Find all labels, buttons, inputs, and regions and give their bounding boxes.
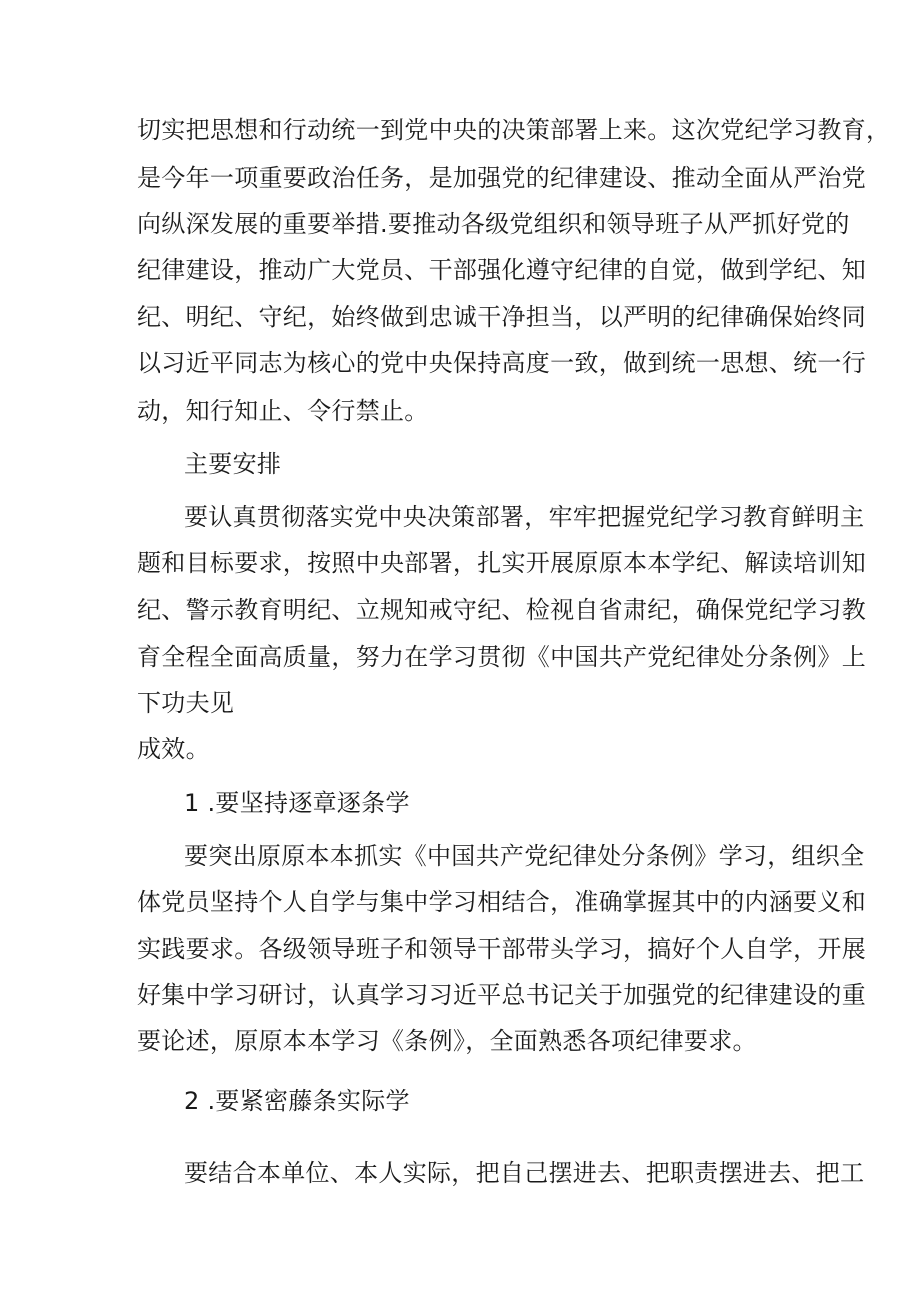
paragraph-4-line-1: 要结合本单位、本人实际，把自己摆进去、把职责摆进去、把工 bbox=[184, 1159, 865, 1187]
paragraph-2-line-4: 育全程全面高质量，努力在学习贯彻《中国共产党纪律处分条例》上 bbox=[137, 643, 866, 671]
paragraph-2-line-2: 题和目标要求，按照中央部署，扎实开展原原本本学纪、解读培训知 bbox=[137, 549, 866, 577]
paragraph-3-line-2: 体党员坚持个人自学与集中学习相结合，准确掌握其中的内涵要义和 bbox=[137, 888, 866, 916]
paragraph-3-line-4: 好集中学习研讨，认真学习习近平总书记关于加强党的纪律建设的重 bbox=[137, 981, 866, 1009]
paragraph-3-line-5: 要论述，原原本本学习《条例》，全面熟悉各项纪律要求。 bbox=[137, 1027, 757, 1055]
paragraph-1-line-7: 动，知行知止、令行禁止。 bbox=[137, 397, 429, 425]
section-heading-main: 主要安排 bbox=[184, 450, 282, 478]
paragraph-2-line-5: 下功夫见 bbox=[137, 689, 235, 717]
paragraph-1-line-3: 向纵深发展的重要举措.要推动各级党组织和领导班子从严抓好党的 bbox=[137, 210, 850, 238]
paragraph-3-line-3: 实践要求。各级领导班子和领导干部带头学习，搞好个人自学，开展 bbox=[137, 935, 866, 963]
paragraph-1-line-1: 切实把思想和行动统一到党中央的决策部署上来。这次党纪学习教育， bbox=[137, 116, 891, 144]
paragraph-1-line-4: 纪律建设，推动广大党员、干部强化遵守纪律的自觉，做到学纪、知 bbox=[137, 256, 866, 284]
paragraph-2-line-1: 要认真贯彻落实党中央决策部署，牢牢把握党纪学习教育鲜明主 bbox=[184, 503, 865, 531]
paragraph-1-line-6: 以习近平同志为核心的党中央保持高度一致，做到统一思想、统一行 bbox=[137, 349, 866, 377]
paragraph-2-line-3: 纪、警示教育明纪、立规知戒守纪、检视自省肃纪，确保党纪学习教 bbox=[137, 596, 866, 624]
section-heading-2: 2 .要紧密藤条实际学 bbox=[184, 1087, 410, 1115]
paragraph-1-line-5: 纪、明纪、守纪，始终做到忠诚干净担当，以严明的纪律确保始终同 bbox=[137, 303, 866, 331]
section-heading-1: 1 .要坚持逐章逐条学 bbox=[184, 789, 410, 817]
paragraph-1-line-2: 是今年一项重要政治任务，是加强党的纪律建设、推动全面从严治党 bbox=[137, 164, 866, 192]
paragraph-3-line-1: 要突出原原本本抓实《中国共产党纪律处分条例》学习，组织全 bbox=[184, 842, 865, 870]
paragraph-2-line-6: 成效。 bbox=[137, 735, 210, 763]
